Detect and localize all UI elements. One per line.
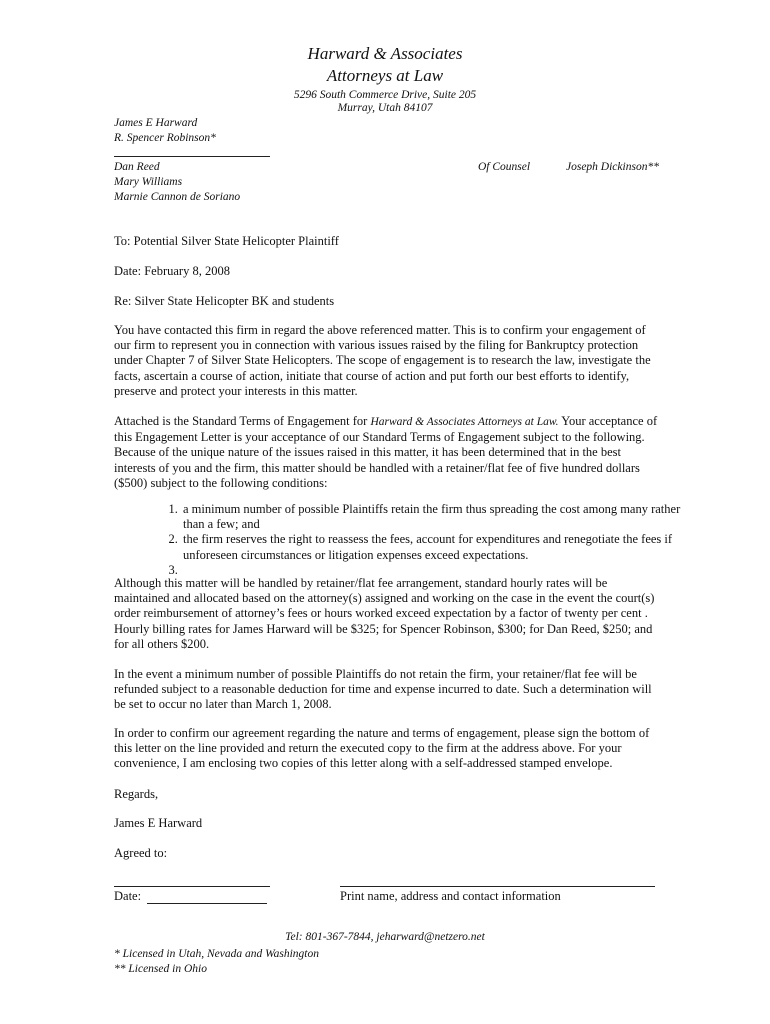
paragraph-engagement: You have contacted this firm in regard the above referenced matter. This is to confirm your engagement of our firm to represent you in connection with various issues raised by the filing for Bankruptcy protection under Chapter 7 of Silver State Helicopters. The scope of engagement is to research the law, investigate the facts, ascertain a course of action, initiate that course of action and put forth our best efforts to identify, preserve and protect your interests in this matter. — [114, 323, 651, 398]
print-name-label: Print name, address and contact information — [340, 889, 561, 903]
memo-re: Re: Silver State Helicopter BK and students — [114, 294, 335, 308]
of-counsel-name: Joseph Dickinson** — [566, 161, 659, 173]
condition-item: 1. a minimum number of possible Plaintiffs retain the firm thus spreading the cost among many rather than a few; and — [181, 502, 686, 532]
date-line[interactable] — [147, 903, 267, 904]
date-label: Date: — [114, 889, 142, 903]
agreed-to-label: Agreed to: — [114, 846, 168, 860]
condition-item: 2. the firm reserves the right to reassess the fees, account for expenditures and renegotiate the fees if unforeseen circumstances or litigation expenses exceed expectations. — [181, 532, 686, 562]
terms-firm-name: Harward & Associates Attorneys at Law. — [370, 416, 559, 428]
associate-name: Mary Williams — [114, 176, 183, 188]
conditions-list — [150, 502, 686, 578]
closing-regards: Regards, — [114, 787, 159, 801]
address-line-2: Murray, Utah 84107 — [337, 102, 433, 114]
print-name-line[interactable] — [340, 886, 655, 887]
footer-license-note: * Licensed in Utah, Nevada and Washington — [114, 948, 319, 960]
firm-subtitle: Attorneys at Law — [326, 66, 444, 85]
paragraph-confirm: In order to confirm our agreement regarding the nature and terms of engagement, please sign the bottom of this letter on the line provided and return the executed copy to the firm at the address above. For your convenience, I am enclosing two copies of this letter along with a self-addressed stamped envelope. — [114, 726, 650, 771]
signer-name: James E Harward — [114, 816, 203, 830]
paragraph-refund: In the event a minimum number of possible Plaintiffs do not retain the firm, your retainer/flat fee will be refunded subject to a reasonable deduction for time and expense incurred to date. Such a determination will be set to occur no later than March 1, 2008. — [114, 667, 652, 712]
associate-name: Dan Reed — [114, 161, 160, 173]
memo-to: To: Potential Silver State Helicopter Plaintiff — [114, 234, 339, 248]
partner-name: James E Harward — [114, 117, 198, 129]
footer-license-note: ** Licensed in Ohio — [114, 963, 207, 975]
terms-rest: Your acceptance of this Engagement Letter is your acceptance of our Standard Terms of Engagement subject to the following. Because of the unique nature of the issues raised in this matter, it has been determined that in the best interests of you and the firm, this matter should be handled with a retainer/flat fee of five hundred dollars ($500) subject to the following conditions: — [114, 414, 658, 490]
firm-name: Harward & Associates — [307, 44, 463, 63]
partner-name: R. Spencer Robinson* — [114, 132, 216, 144]
paragraph-rates: Although this matter will be handled by retainer/flat fee arrangement, standard hourly rates will be maintained and allocated based on the attorney(s) assigned and working on the case in the event the court(s) order reimbursement of attorney’s fees or hours worked exceed expectation by a factor of twenty per cent . Hourly billing rates for James Harward will be $325; for Spencer Robinson, $300; for Dan Reed, $250; and for all others $200. — [114, 576, 655, 651]
of-counsel-label: Of Counsel — [478, 161, 531, 173]
partner-divider — [114, 156, 270, 157]
signature-line[interactable] — [114, 886, 270, 887]
memo-date: Date: February 8, 2008 — [114, 264, 230, 278]
terms-prefix: Attached is the Standard Terms of Engagement for — [114, 414, 371, 428]
associate-name: Marnie Cannon de Soriano — [114, 191, 241, 203]
footer-contact: Tel: 801-367-7844, jeharward@netzero.net — [285, 931, 485, 943]
paragraph-terms — [114, 414, 659, 491]
address-line-1: 5296 South Commerce Drive, Suite 205 — [293, 89, 477, 101]
